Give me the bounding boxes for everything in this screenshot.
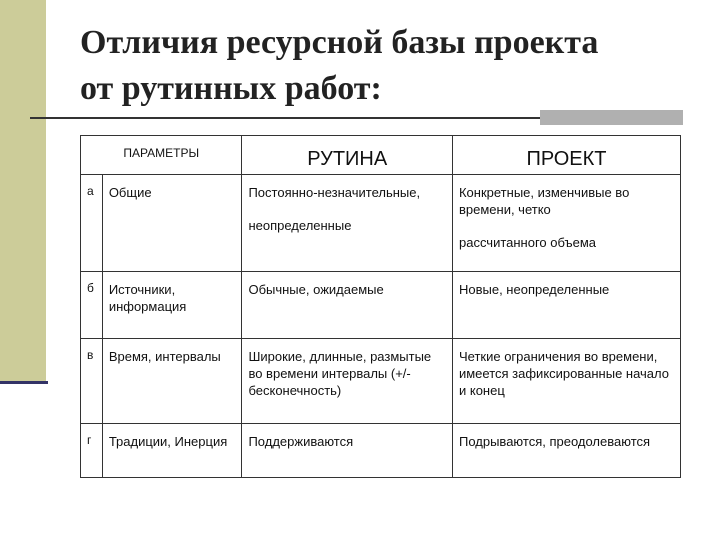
header-project: ПРОЕКТ: [452, 136, 680, 175]
table-row: [81, 339, 681, 424]
header-routine: РУТИНА: [242, 136, 453, 175]
row-parameter: Источники, информация: [102, 272, 242, 339]
row-routine: [242, 175, 453, 272]
row-routine: Широкие, длинные, размытые во времени интервалы (+/- бесконечность): [242, 339, 453, 424]
row-routine: Поддерживаются: [242, 424, 453, 478]
table-row: [81, 175, 681, 272]
row-routine-text-a: Постоянно-незначительные,: [248, 185, 421, 200]
row-letter: в: [81, 339, 103, 424]
row-project-text-b: рассчитанного объема: [458, 235, 597, 250]
comparison-table: [80, 135, 681, 478]
row-letter: б: [81, 272, 103, 339]
row-project-text-a: Конкретные, изменчивые во времени, четко: [458, 185, 630, 217]
slide-title: [80, 20, 700, 112]
row-project: Четкие ограничения во времени, имеется зафиксированные начало и конец: [452, 339, 680, 424]
row-parameter: Общие: [102, 175, 242, 272]
left-accent-underline: [0, 381, 48, 384]
header-parameters: ПАРАМЕТРЫ: [81, 136, 242, 175]
row-project: Подрываются, преодолеваются: [452, 424, 680, 478]
slide-title-line-1: Отличия ресурсной базы проекта: [80, 24, 599, 61]
row-project: Новые, неопределенные: [452, 272, 680, 339]
row-routine-text-b: неопределенные: [248, 218, 352, 233]
row-project: [452, 175, 680, 272]
title-accent-block: [540, 110, 683, 125]
row-parameter: Время, интервалы: [102, 339, 242, 424]
row-parameter: Традиции, Инерция: [102, 424, 242, 478]
left-accent-bar: [0, 0, 46, 382]
table-row: [81, 424, 681, 478]
row-routine: Обычные, ожидаемые: [242, 272, 453, 339]
row-letter: а: [81, 175, 103, 272]
table-row: [81, 272, 681, 339]
row-letter: г: [81, 424, 103, 478]
slide-title-line-2: от рутинных работ:: [80, 70, 382, 107]
table-header-row: [81, 136, 681, 175]
